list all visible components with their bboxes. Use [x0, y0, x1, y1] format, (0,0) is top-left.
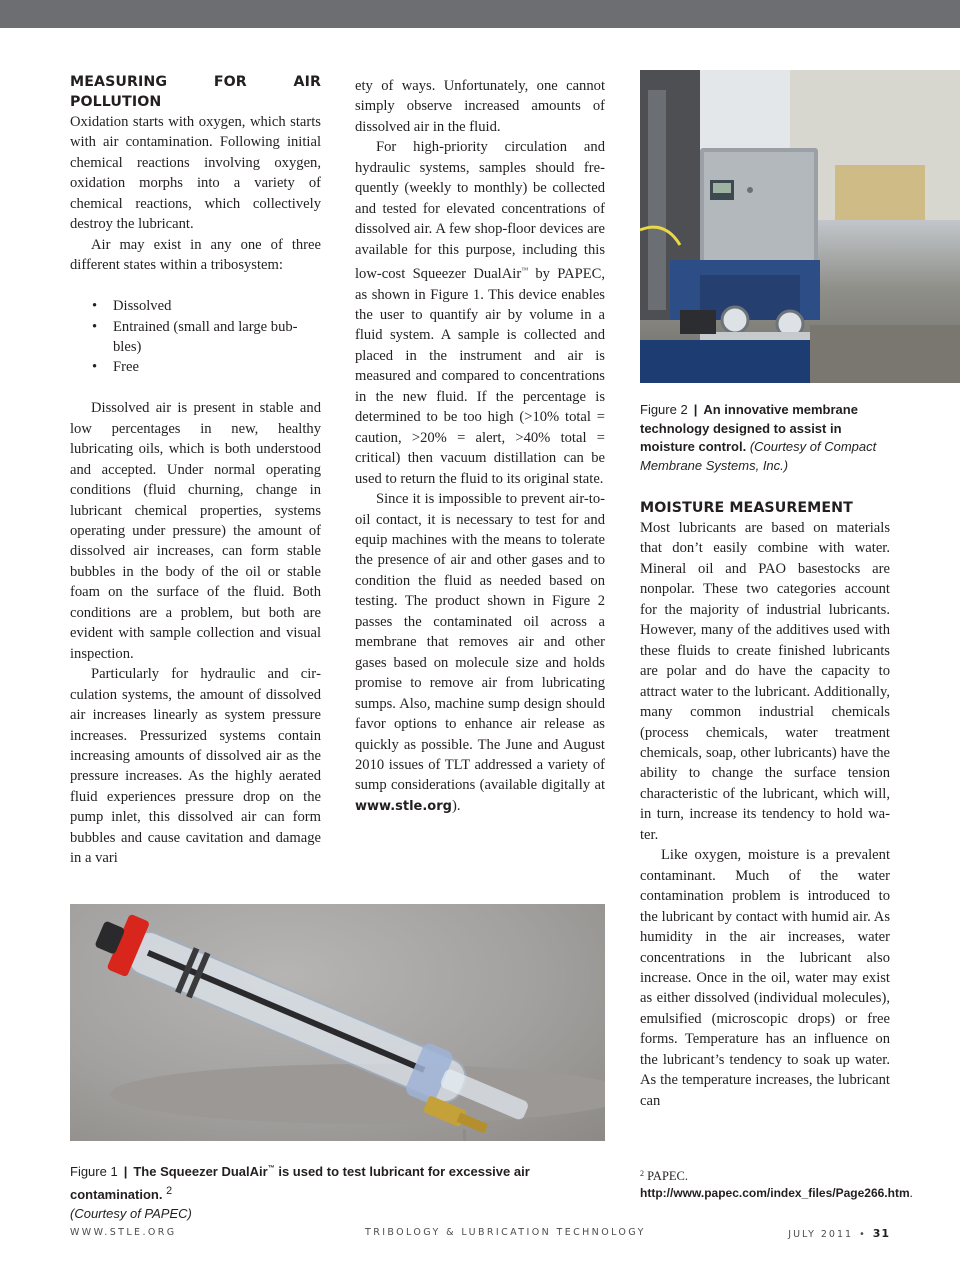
paragraph: For high-priority circulation and hydraulic systems, samples should frequently (weekly to monthly) be collected and tested for elevated concentrations of dissolved air. A few shop-floor devices are available for this purpose, including this low-cost Squeezer DualAir™ by PAPEC, as shown in Figure 1. This device enables the user to quantify air by volume in a fluid system. A sample is collected and placed in the instrument and air is measured and compared to concentrations in the new fluid. If the percentage is determined to be too high (>10% total = caution, >20% = alert, >40% total = critical) then vacuum distillation can be used to return the fluid to its original state.	[355, 139, 606, 487]
paragraph: Particularly for hydraulic and circulation systems, the amount of dissolved air increases linearly as system pressure increases. Pressurized systems contain increasing amounts of dissolved air as the pressure increases. As the highly aerated fluid experiences pressure drop on the pump inlet, this dissolved air can form bubbles and cause cavitation and damage in a vari	[70, 666, 321, 867]
figure-1-photo-squeezer-dualair	[70, 904, 605, 1141]
footnote-reference: 2	[166, 1184, 173, 1197]
squeezer-dualair-illustration	[70, 904, 605, 1141]
page-number: 31	[872, 1227, 890, 1240]
top-banner-bar	[0, 0, 960, 28]
column-3	[640, 498, 890, 1111]
papec-url-link[interactable]: http://www.papec.com/index_files/Page266.htm	[640, 1186, 910, 1200]
column-2	[355, 76, 605, 817]
trademark-symbol: ™	[521, 266, 529, 275]
footer-date: JULY 2011	[788, 1229, 854, 1240]
paragraph: Since it is impossible to prevent air-to-oil contact, it is necessary to test for and equip machines with the means to tolerate the presence of air and other gases and to condition the fluid as needed based on testing. The product shown in Figure 2 passes the contaminated oil across a membrane that removes air and other gases based on molecule size and holds promise to remove air from lubricating sumps. Also, machine sump design should favor options to enhance air release as quickly as possible. The June and August 2010 issues of TLT addressed a variety of sump considerations (available digitally at www.stle.org).	[355, 491, 605, 814]
stle-website-link[interactable]: www.stle.org	[355, 798, 452, 814]
paragraph: Dissolved air is present in stable and low percentages in new, healthy lubricating oils, which is both understood and accepted. Under normal operating conditions (fluid churning, change in lubricant chemical properties, systems operating under pressure) the amount of dissolved air increases, can form stable bubbles in the body of the oil or stable foam on the surface of the fluid. Both conditions are a problem, but both are evident with sample collection and visual inspection.	[70, 400, 321, 662]
figure-2-credit: (Courtesy of Compact Membrane Systems, Inc.)	[640, 439, 877, 473]
footer-publication-title: TRIBOLOGY & LUBRICATION TECHNOLOGY	[365, 1227, 646, 1238]
column-1	[70, 72, 321, 869]
section-heading-air-pollution: MEASURING FOR AIR POLLUTION	[70, 74, 321, 110]
figure-1-credit: (Courtesy of PAPEC)	[70, 1205, 192, 1221]
paragraph: Most lubricants are based on materials that don’t easily combine with water. Mineral oil and PAO basestocks are nonpolar. These two categories account for the majority of industrial lubricants. However, many of the additives used with these fluids to create finished lubricants are polar and do have the capacity to attract water to the lubricant. Additionally, many common industrial chemicals (process chemicals, water treatment chemicals, soap, other lubricants) have the ability to change the surface tension characteristic of the lubricant, which will, in turn, increase its tendency to hold water.	[640, 520, 890, 843]
paragraph: ety of ways. Unfortunately, one cannot simply observe increased amounts of dissolved air in the fluid.	[355, 78, 605, 135]
figure-2-photo-membrane-unit	[640, 70, 960, 383]
air-states-list	[70, 296, 321, 378]
paragraph: Oxidation starts with oxygen, which starts with air contamination. Following initial chemical reactions involving oxygen, oxidation morphs into a variety of chemical reactions, which collectively destroy the lubricant.	[70, 114, 321, 233]
figure-1-description: The Squeezer DualAir™ is used to test lubricant for excessive air contamination.	[70, 1164, 530, 1202]
footer-date-page: JULY 2011 • 31	[788, 1227, 890, 1240]
paragraph: Air may exist in any one of three different states within a tribosystem:	[70, 236, 321, 274]
figure-1-label: Figure 1	[70, 1164, 118, 1179]
membrane-unit-illustration	[640, 70, 960, 383]
section-heading-moisture: MOISTURE MEASUREMENT	[640, 500, 853, 516]
figure-2-caption: Figure 2 | An innovative membrane technology designed to assist in moisture control. (Courtesy of Compact Membrane Systems, Inc.)	[640, 402, 877, 473]
footer-website: WWW.STLE.ORG	[70, 1227, 177, 1238]
list-item: • Dissolved	[92, 296, 321, 316]
footnote-2: $^2$ PAPEC. http://www.papec.com/index_files/Page266.htm.	[640, 1169, 913, 1200]
figure-2-description: An innovative membrane technology designed to assist in moisture control.	[640, 402, 858, 455]
list-item: • Free	[92, 357, 321, 377]
paragraph: Like oxygen, moisture is a prevalent contaminant. Much of the water contamination problem is introduced to the lubricant by contact with humid air. As humidity in the air increases, water concentrations in the lubricant also increase. Once in the oil, water may exist as either dissolved (individual molecules), emulsified (microscopic drops) or free forms. Temperature has an influence on the lubricant’s tendency to soak up water. As the temperature increases, the lubricant can	[640, 847, 890, 1109]
figure-1-caption: Figure 1 | The Squeezer DualAir™ is used to test lubricant for excessive air contamination. $^2$ (Courtesy of PAPEC)	[70, 1164, 530, 1221]
figure-2-label: Figure 2	[640, 402, 688, 417]
list-item: • Entrained (small and large bubbles)	[92, 317, 321, 358]
